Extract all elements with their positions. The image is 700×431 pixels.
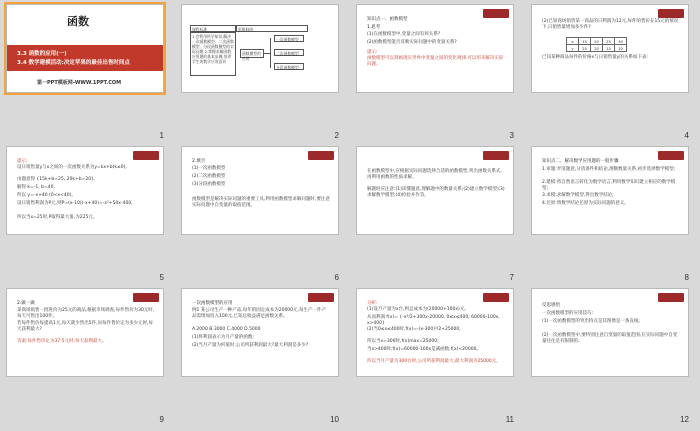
tree-node: 二次函数模型 <box>274 49 304 56</box>
slide-heading: 知识点一、函数模型 <box>367 17 408 22</box>
slide-heading: 反思感悟 <box>542 303 560 308</box>
slide-text: (2)当月产量为何值时,公司所获利润最大?最大利润是多少? <box>192 343 309 348</box>
slide-text: (2)一次函数模型中,要特别注意自变量的取值范围,在实际问题中自变量往往是有限制的。 <box>542 333 678 344</box>
slide-number: 12 <box>680 415 689 424</box>
slide-text: 4.还原:将数学结论还原为实际问题的意义。 <box>542 201 629 206</box>
slide-text: 由题意得 {15k+b=25, 20k+b=20}, <box>17 177 96 182</box>
standard-text: 1.会利用所学知识,解决一次函数模型、二次函数模型、分段函数模型的实际问题 2.掌握求解函数应用题的基本步骤,培养学生的数学应用意识 <box>190 32 236 76</box>
slide-text: 答案:每件售价定为37.5元时,每天获利最大。 <box>17 339 107 344</box>
table-cell: y <box>567 45 579 52</box>
slide-number: 2 <box>334 131 339 140</box>
slide-text: 在函数模型中,应根据实际问题选择合适的函数模型,列出函数关系式,再利用函数的性质求解。 <box>367 169 502 180</box>
section-badge <box>483 151 509 160</box>
slide-thumbnail-8[interactable] <box>531 146 689 235</box>
section-badge <box>658 293 684 302</box>
slide-thumbnail-2[interactable] <box>181 4 339 93</box>
slide-text: 1.审题:弄清题意,分清条件和结论,理顺数量关系,初步选择数学模型; <box>542 167 676 172</box>
slide-thumbnail-7[interactable] <box>356 146 514 235</box>
slide-text: 例1 某公司生产一种产品,每年的固定成本为20000元,每生产一件产品需增加投入100元,已知总收益满足函数关系。 <box>192 308 326 319</box>
hint-label: 分析: <box>367 301 378 306</box>
table-cell: 20 <box>591 45 603 52</box>
table-cell: x <box>567 38 579 45</box>
table-cell: 30 <box>615 38 627 45</box>
slide-text: (2)已知商场销售某一商品的日利润为12元,每件的售价在15元的情况下,日销售量增加多少件? <box>542 19 679 30</box>
table-cell: 25 <box>579 45 591 52</box>
slide-text: (1)将利润表示为月产量的函数; <box>192 335 254 340</box>
slide-thumbnail-9[interactable] <box>6 288 164 377</box>
tree-node: 一次函数模型 <box>274 35 304 42</box>
slide-text: (2)当0≤x≤400时,f(x)=-(x-300)²/2+25000, <box>367 327 461 332</box>
slide-text: 已知某种商品每件的价格x与日销售量y的关系如下表: <box>542 55 648 60</box>
slide-text: 2.做一做 <box>17 301 35 306</box>
hint-label: 提示: <box>17 159 28 164</box>
slide-text: 某商场销售一批进价为25元的商品,根据市场调查,每件售价为30元时,每天可售出100件。 <box>17 308 155 319</box>
slide-heading: 一次函数模型的应用 <box>192 301 233 306</box>
slide-text: 所以当月产量为300台时,公司所获利润最大,最大利润为25000元。 <box>367 359 501 364</box>
slide-number: 6 <box>334 273 339 282</box>
slide-text: 所以当x=25时,P取得最大值,为225元。 <box>17 215 98 220</box>
slide-text: 解得 k=-1, b=40, <box>17 185 55 190</box>
slide-text: 所以 y=-x+40 (0<x<40)。 <box>17 193 76 198</box>
slide-title: 函数 <box>67 15 89 28</box>
slide-number: 5 <box>159 273 164 282</box>
tree-line <box>270 38 271 68</box>
slide-number: 10 <box>330 415 339 424</box>
slide-text: 所以当x=300时,f(x)max=25000; <box>367 339 439 344</box>
table-header: 课程标准 <box>190 25 236 32</box>
slide-number: 9 <box>159 415 164 424</box>
slide-text: (3)分段函数模型 <box>192 182 226 187</box>
slide-thumbnail-10[interactable] <box>181 288 339 377</box>
slide-number: 4 <box>684 131 689 140</box>
slide-text: 设日销售利润为P元,则P=(x-10)(-x+40)=-x²+50x-400, <box>17 201 133 206</box>
slide-footer: 第一PPT模板网-WWW.1PPT.COM <box>37 80 122 86</box>
slide-text: (1)一次函数模型 <box>192 166 226 171</box>
slide-text: A.2000 B.3000 C.4000 D.5000 <box>192 327 261 332</box>
table-cell: 10 <box>615 45 627 52</box>
slide-subtitle: 3.3 函数的应用(一) <box>17 51 67 57</box>
slide-number: 7 <box>509 273 514 282</box>
slide-text: 设日销售量y与x之间的一次函数关系为y=kx+b(k≠0), <box>17 165 127 170</box>
tree-node: 分段函数模型 <box>274 63 304 70</box>
slide-text: (1)设月产量为x台,则总成本为(20000+100x)元, <box>367 307 466 312</box>
table-header: 思维脉络 <box>236 25 308 32</box>
hint-label: 提示: <box>367 50 378 55</box>
slide-text: 解题时应注意:(1)读懂题意,理解题中的数量关系;(2)建立数学模型;(3)求解数学模型;(4)检验并作答。 <box>367 187 505 198</box>
slide-thumbnail-3[interactable] <box>356 4 514 93</box>
slide-thumbnail-11[interactable] <box>356 288 514 377</box>
slide-number: 8 <box>684 273 689 282</box>
slide-text: 3.求模:求解数学模型,得出数学结论; <box>542 193 614 198</box>
tree-root: 函数模型的应用 <box>240 49 264 58</box>
slide-text: 1.思考 <box>367 25 381 30</box>
section-badge <box>658 9 684 18</box>
slide-thumbnail-1[interactable] <box>6 4 164 93</box>
slide-text: 函数模型是解决实际问题的重要工具,利用函数模型求解问题时,要注意实际问题中自变量的取值范围。 <box>192 197 330 208</box>
slide-text: 函数模型可以刻画现实世界中变量之间的变化规律,可以用来解决实际问题。 <box>367 56 504 67</box>
slide-text: (2)二次函数模型 <box>192 174 226 179</box>
data-table <box>566 37 627 52</box>
slide-heading: 知识点二、解决数学应用题的一般步骤 <box>542 159 619 164</box>
slide-text: (1)一次函数模型的突出特点是其图像是一条直线; <box>542 319 640 324</box>
slide-text: (2)函数模型能否反映实际问题中的变量关系? <box>367 40 457 45</box>
slide-text: (1)在函数模型中,变量之间有何关系? <box>367 32 441 37</box>
slide-thumbnail-4[interactable] <box>531 4 689 93</box>
slide-number: 1 <box>159 131 164 140</box>
slide-text: 2.填空 <box>192 159 206 164</box>
slide-number: 11 <box>505 415 514 424</box>
table-cell: 15 <box>579 38 591 45</box>
table-cell: 20 <box>591 38 603 45</box>
table-cell: 25 <box>603 38 615 45</box>
slide-text: 从而利润 f(x)= {-x²/2+300x-20000, 0≤x≤400; 60000-100x, x>400} <box>367 315 500 326</box>
slide-text: 若每件售价每提高1元,每天就少售出5件,问每件售价定为多少元时,每天获利最大? <box>17 321 154 332</box>
slide-thumbnail-12[interactable] <box>531 288 689 377</box>
slide-text: 2.建模:将自然语言转化为数学语言,利用数学知识建立相应的数学模型; <box>542 180 676 191</box>
slide-thumbnail-5[interactable] <box>6 146 164 235</box>
table-cell: 15 <box>603 45 615 52</box>
slide-subtitle: 3.4 数学建模活动:决定苹果的最佳出售时间点 <box>17 60 130 66</box>
slide-thumbnail-6[interactable] <box>181 146 339 235</box>
slide-text: 当x>400时,f(x)=60000-100x是减函数,f(x)<20000。 <box>367 347 481 352</box>
slide-number: 3 <box>509 131 514 140</box>
slide-text: 一次函数模型的应用技巧: <box>542 311 594 316</box>
